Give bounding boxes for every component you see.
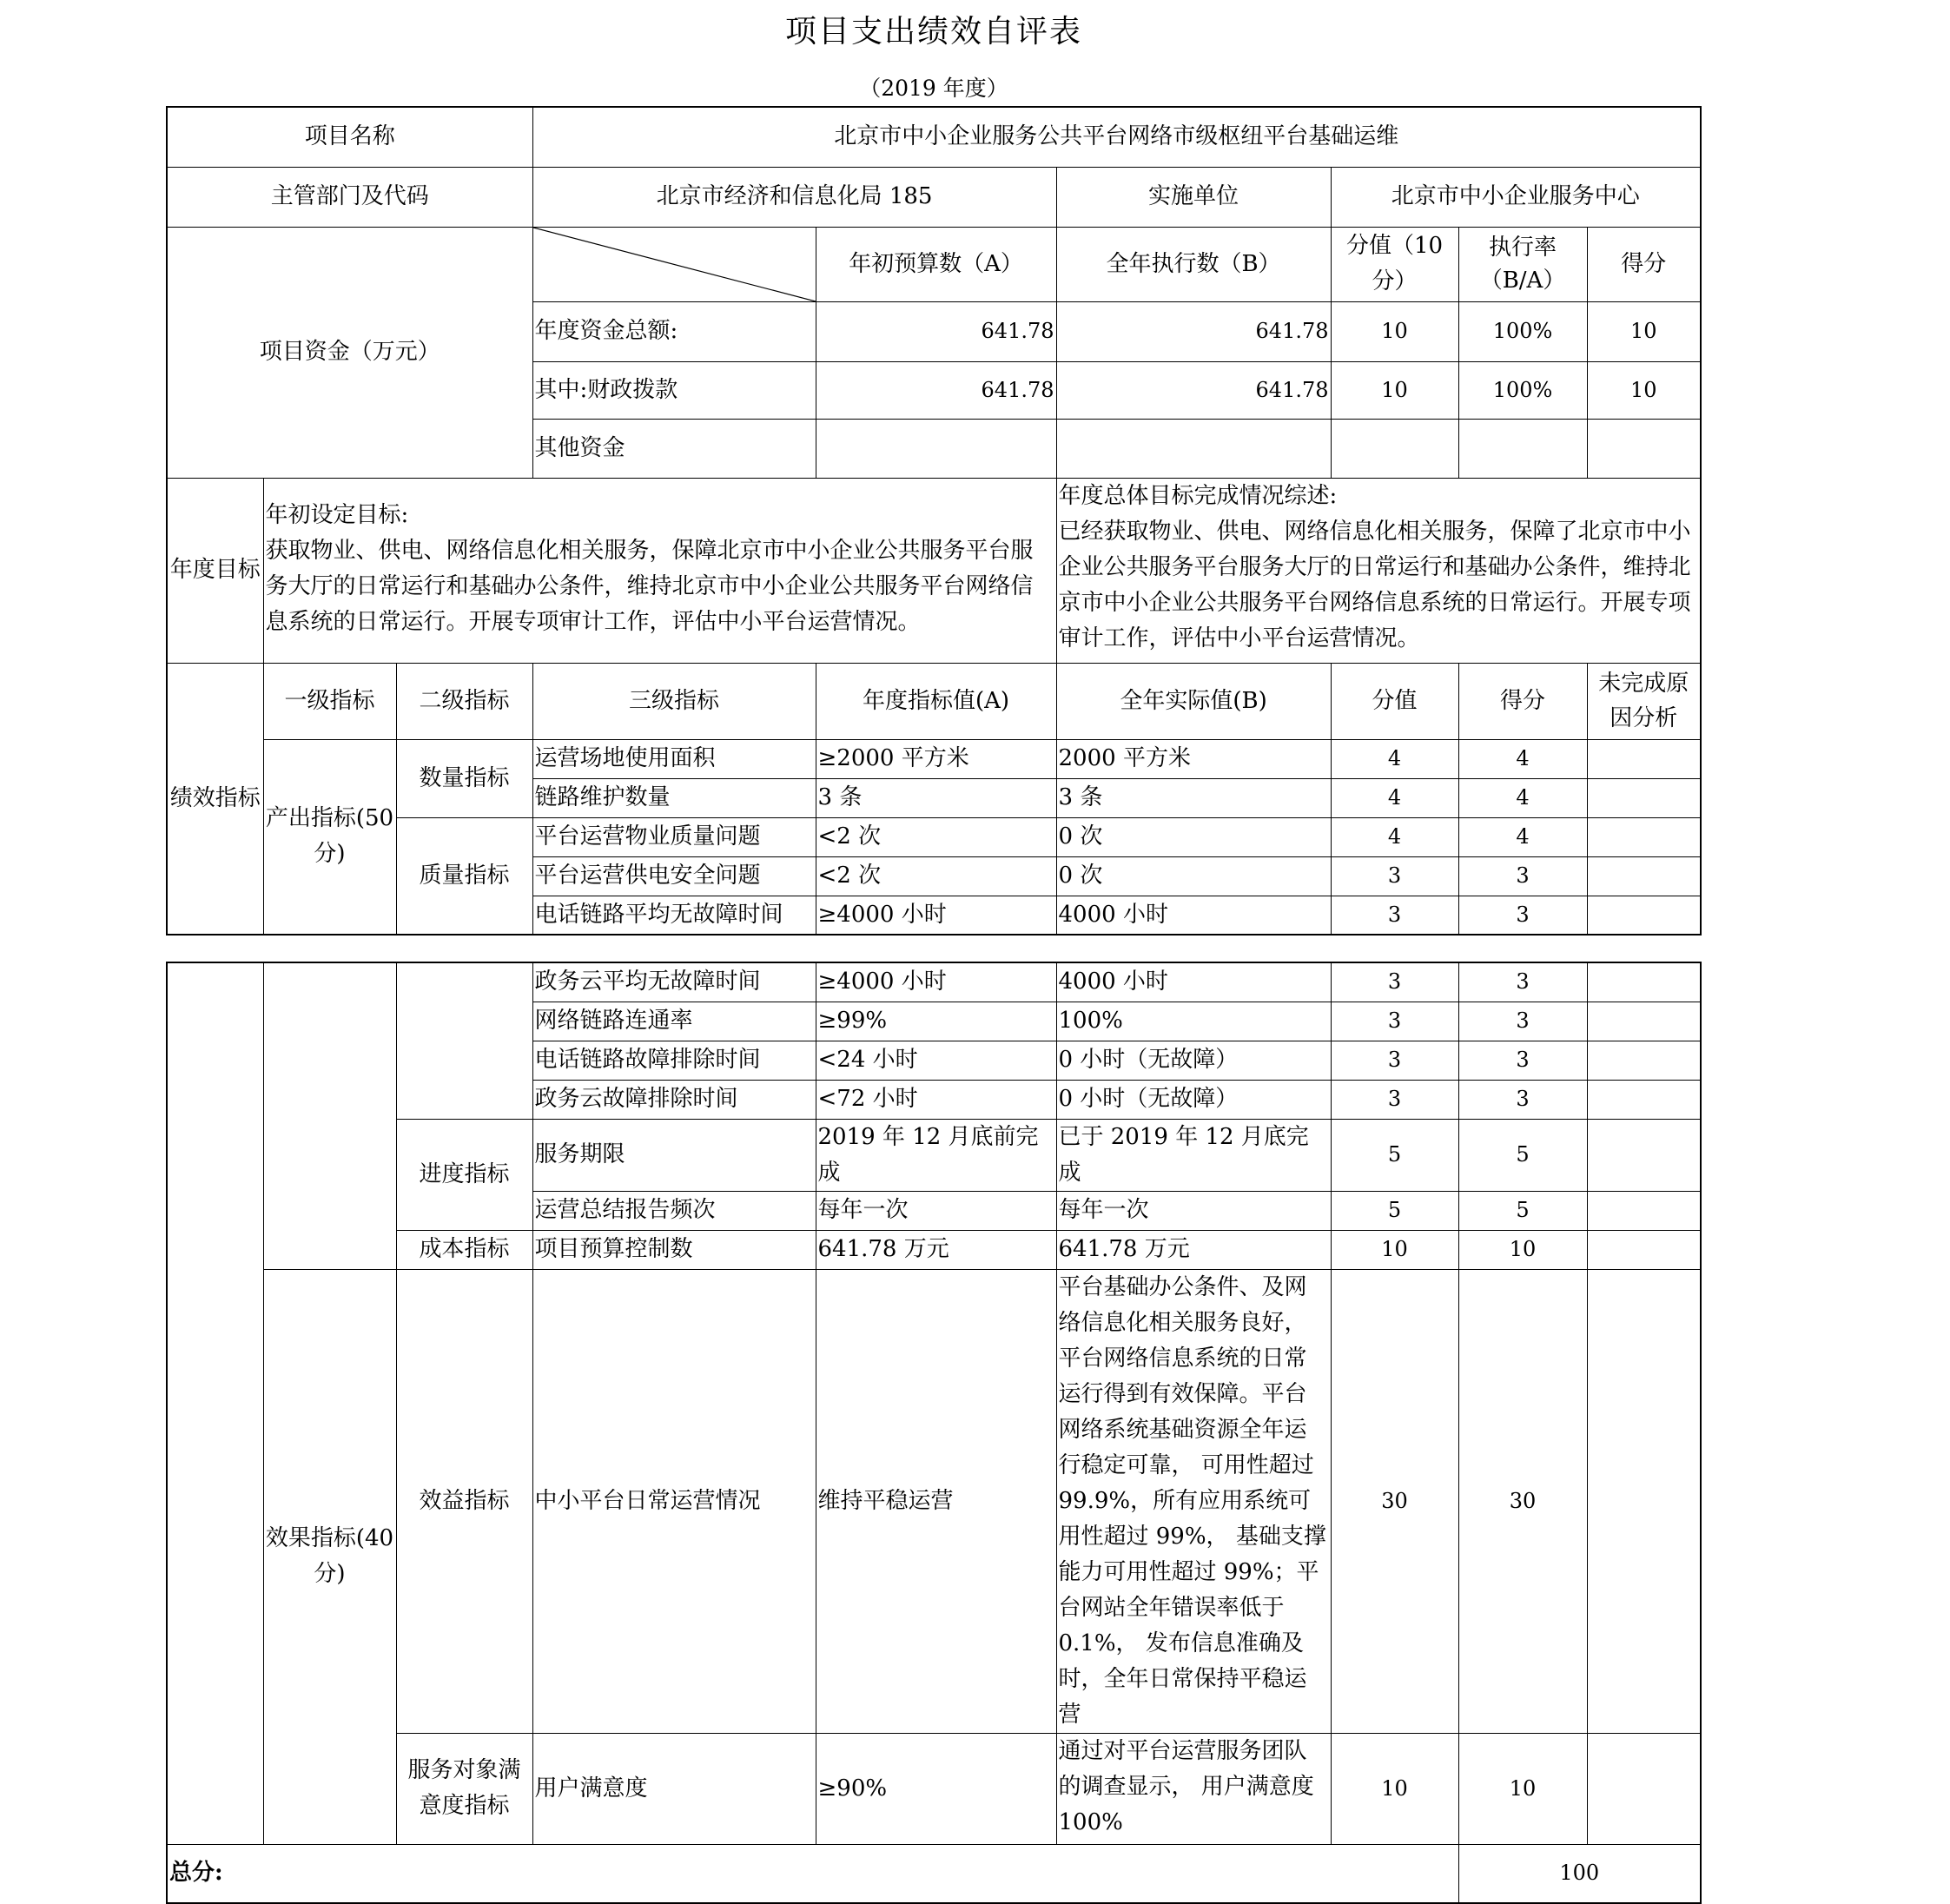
score-value: 10 <box>1331 1733 1458 1844</box>
goal-summary <box>1056 478 1701 663</box>
perf-header: 二级指标 <box>396 663 532 739</box>
actual-value: 4000 小时 <box>1056 896 1331 935</box>
unfinished-reason <box>1587 1119 1701 1191</box>
funds-row-rate: 100% <box>1458 301 1587 361</box>
target-value: <2 次 <box>816 856 1056 896</box>
unfinished-reason <box>1587 896 1701 935</box>
unfinished-reason <box>1587 856 1701 896</box>
score-value: 5 <box>1331 1119 1458 1191</box>
indicator-name: 用户满意度 <box>532 1733 816 1844</box>
score: 10 <box>1458 1733 1587 1844</box>
score: 5 <box>1458 1119 1587 1191</box>
score: 3 <box>1458 962 1587 1002</box>
funds-row-name: 年度资金总额: <box>532 301 816 361</box>
level2-benefit: 效益指标 <box>396 1269 532 1733</box>
score: 3 <box>1458 1080 1587 1119</box>
score-value: 4 <box>1331 739 1458 778</box>
perf-header: 得分 <box>1458 663 1587 739</box>
funds-row-value: 10 <box>1331 361 1458 419</box>
goal-summary-title: 年度总体目标完成情况综述: <box>1058 482 1338 509</box>
actual-value: 0 小时（无故障） <box>1056 1041 1331 1080</box>
target-value: 641.78 万元 <box>816 1230 1056 1269</box>
score-value: 3 <box>1331 1080 1458 1119</box>
funds-row-b: 641.78 <box>1056 361 1331 419</box>
unfinished-reason <box>1587 817 1701 856</box>
indicator-name: 服务期限 <box>532 1119 816 1191</box>
total-value: 100 <box>1458 1844 1701 1903</box>
actual-value: 0 次 <box>1056 817 1331 856</box>
indicator-name: 电话链路故障排除时间 <box>532 1041 816 1080</box>
target-value: ≥99% <box>816 1002 1056 1041</box>
indicator-name: 政务云故障排除时间 <box>532 1080 816 1119</box>
actual-value: 100% <box>1056 1002 1331 1041</box>
table-row <box>167 817 1701 856</box>
actual-value: 通过对平台运营服务团队的调查显示， 用户满意度 100% <box>1056 1733 1331 1844</box>
page-title: 项目支出绩效自评表 <box>784 14 1082 50</box>
funds-header-b: 全年执行数（B） <box>1056 227 1331 301</box>
score-value: 10 <box>1331 1230 1458 1269</box>
perf-header: 一级指标 <box>263 663 396 739</box>
target-value: ≥4000 小时 <box>816 896 1056 935</box>
unfinished-reason <box>1587 1002 1701 1041</box>
unfinished-reason <box>1587 962 1701 1002</box>
score-value: 4 <box>1331 817 1458 856</box>
target-value: <72 小时 <box>816 1080 1056 1119</box>
funds-row-a <box>816 419 1056 478</box>
funds-row-score <box>1587 419 1701 478</box>
score: 3 <box>1458 856 1587 896</box>
target-value: ≥4000 小时 <box>816 962 1056 1002</box>
level1-output-continued <box>263 962 396 1269</box>
level2-quality: 质量指标 <box>396 817 532 935</box>
funds-row-name: 其他资金 <box>532 419 816 478</box>
score: 3 <box>1458 896 1587 935</box>
unfinished-reason <box>1587 1080 1701 1119</box>
unfinished-reason <box>1587 1191 1701 1230</box>
indicator-name: 平台运营供电安全问题 <box>532 856 816 896</box>
actual-value: 每年一次 <box>1056 1191 1331 1230</box>
target-value: ≥90% <box>816 1733 1056 1844</box>
score: 10 <box>1458 1230 1587 1269</box>
actual-value: 0 小时（无故障） <box>1056 1080 1331 1119</box>
funds-header-a: 年初预算数（A） <box>816 227 1056 301</box>
score-value: 3 <box>1331 856 1458 896</box>
target-value: ≥2000 平方米 <box>816 739 1056 778</box>
target-value: 3 条 <box>816 778 1056 817</box>
funds-row-b <box>1056 419 1331 478</box>
score: 30 <box>1458 1269 1587 1733</box>
dept-value: 北京市经济和信息化局 185 <box>532 167 1056 227</box>
perf-label-continued <box>167 962 263 1844</box>
target-value: <24 小时 <box>816 1041 1056 1080</box>
actual-value: 641.78 万元 <box>1056 1230 1331 1269</box>
score: 5 <box>1458 1191 1587 1230</box>
level1-effect: 效果指标(40分) <box>263 1269 396 1844</box>
funds-row-rate: 100% <box>1458 361 1587 419</box>
unfinished-reason <box>1587 1041 1701 1080</box>
evaluation-table-part1 <box>166 106 1702 935</box>
perf-header: 未完成原因分析 <box>1587 663 1701 739</box>
level2-cost: 成本指标 <box>396 1230 532 1269</box>
perf-header: 三级指标 <box>532 663 816 739</box>
target-value: <2 次 <box>816 817 1056 856</box>
indicator-name: 网络链路连通率 <box>532 1002 816 1041</box>
actual-value: 平台基础办公条件、及网络信息化相关服务良好，平台网络信息系统的日常运行得到有效保障。平台网络系统基础资源全年运行稳定可靠， 可用性超过 99.9%，所有应用系统可用性超过 99%， 基础支撑能力可用性超过 99%；平台网站全年错误率低于 0.1%， 发布信息准确及时，全年日常保持平稳运营 <box>1056 1269 1331 1733</box>
initial-goal <box>263 478 1056 663</box>
level1-output: 产出指标(50分) <box>263 739 396 935</box>
actual-value: 2000 平方米 <box>1056 739 1331 778</box>
level2-quality-continued <box>396 962 532 1119</box>
score: 4 <box>1458 778 1587 817</box>
funds-row-a: 641.78 <box>816 361 1056 419</box>
score: 4 <box>1458 817 1587 856</box>
target-value: 2019 年 12 月底前完成 <box>816 1119 1056 1191</box>
indicator-name: 运营场地使用面积 <box>532 739 816 778</box>
funds-label: 项目资金（万元） <box>167 227 532 478</box>
unfinished-reason <box>1587 778 1701 817</box>
evaluation-table-part2 <box>166 962 1702 1904</box>
level2-satisfaction: 服务对象满意度指标 <box>396 1733 532 1844</box>
unfinished-reason <box>1587 1230 1701 1269</box>
perf-header: 全年实际值(B) <box>1056 663 1331 739</box>
score-value: 3 <box>1331 896 1458 935</box>
score-value: 3 <box>1331 962 1458 1002</box>
dept-label: 主管部门及代码 <box>167 167 532 227</box>
unit-value: 北京市中小企业服务中心 <box>1331 167 1701 227</box>
funds-row-score: 10 <box>1587 301 1701 361</box>
score-value: 3 <box>1331 1002 1458 1041</box>
initial-goal-title: 年初设定目标: <box>265 501 409 528</box>
table-row <box>167 1733 1701 1844</box>
total-label: 总分: <box>167 1844 1458 1903</box>
indicator-name: 运营总结报告频次 <box>532 1191 816 1230</box>
table-row <box>167 1230 1701 1269</box>
score: 4 <box>1458 739 1587 778</box>
level2-quantity: 数量指标 <box>396 739 532 817</box>
target-value: 每年一次 <box>816 1191 1056 1230</box>
funds-row-a: 641.78 <box>816 301 1056 361</box>
level2-progress: 进度指标 <box>396 1119 532 1230</box>
indicator-name: 平台运营物业质量问题 <box>532 817 816 856</box>
perf-header: 分值 <box>1331 663 1458 739</box>
unit-label: 实施单位 <box>1056 167 1331 227</box>
funds-row-value: 10 <box>1331 301 1458 361</box>
unfinished-reason <box>1587 739 1701 778</box>
actual-value: 4000 小时 <box>1056 962 1331 1002</box>
indicator-name: 项目预算控制数 <box>532 1230 816 1269</box>
indicator-name: 电话链路平均无故障时间 <box>532 896 816 935</box>
indicator-name: 中小平台日常运营情况 <box>532 1269 816 1733</box>
indicator-name: 政务云平均无故障时间 <box>532 962 816 1002</box>
score-value: 30 <box>1331 1269 1458 1733</box>
goals-label: 年度目标 <box>167 478 263 663</box>
table-row <box>167 1119 1701 1191</box>
diagonal-header-cell <box>532 227 816 301</box>
unfinished-reason <box>1587 1733 1701 1844</box>
funds-row-b: 641.78 <box>1056 301 1331 361</box>
diagonal-line <box>533 228 816 301</box>
perf-label: 绩效指标 <box>167 663 263 935</box>
funds-header-value: 分值（10 分） <box>1331 227 1458 301</box>
initial-goal-text: 获取物业、供电、网络信息化相关服务，保障北京市中小企业公共服务平台服务大厅的日常运行和基础办公条件，维持北京市中小企业公共服务平台网络信息系统的日常运行。开展专项审计工作，评估中小平台运营情况。 <box>265 537 1034 635</box>
funds-header-rate: 执行率（B/A） <box>1458 227 1587 301</box>
unfinished-reason <box>1587 1269 1701 1733</box>
score-value: 3 <box>1331 1041 1458 1080</box>
indicator-name: 链路维护数量 <box>532 778 816 817</box>
table-row <box>167 962 1701 1002</box>
funds-header-score: 得分 <box>1587 227 1701 301</box>
project-name: 北京市中小企业服务公共平台网络市级枢纽平台基础运维 <box>532 107 1701 167</box>
score: 3 <box>1458 1002 1587 1041</box>
page-subtitle: （2019 年度） <box>859 76 1008 101</box>
actual-value: 已于 2019 年 12 月底完成 <box>1056 1119 1331 1191</box>
funds-row-rate <box>1458 419 1587 478</box>
project-name-label: 项目名称 <box>167 107 532 167</box>
target-value: 维持平稳运营 <box>816 1269 1056 1733</box>
actual-value: 0 次 <box>1056 856 1331 896</box>
actual-value: 3 条 <box>1056 778 1331 817</box>
table-row <box>167 1269 1701 1733</box>
score-value: 4 <box>1331 778 1458 817</box>
score: 3 <box>1458 1041 1587 1080</box>
funds-row-value <box>1331 419 1458 478</box>
score-value: 5 <box>1331 1191 1458 1230</box>
perf-header: 年度指标值(A) <box>816 663 1056 739</box>
table-row <box>167 739 1701 778</box>
goal-summary-text: 已经获取物业、供电、网络信息化相关服务，保障了北京市中小企业公共服务平台服务大厅的日常运行和基础办公条件，维持北京市中小企业公共服务平台网络信息系统的日常运行。开展专项审计工作，评估中小平台运营情况。 <box>1058 518 1691 651</box>
funds-row-score: 10 <box>1587 361 1701 419</box>
funds-row-name: 其中:财政拨款 <box>532 361 816 419</box>
